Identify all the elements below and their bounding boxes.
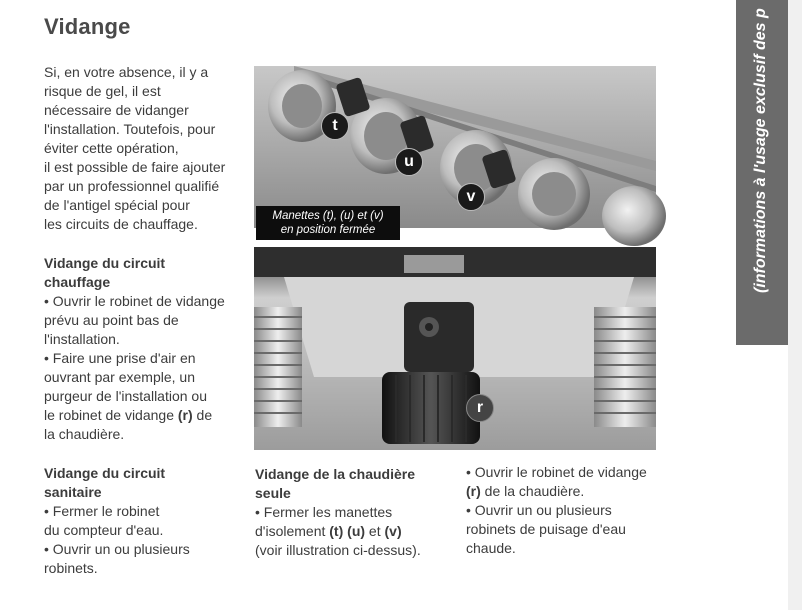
intro-paragraph (44, 63, 225, 234)
section-line: • Fermer le robinet (44, 503, 160, 519)
photo-caption (256, 206, 400, 240)
valves-illustration (254, 66, 656, 228)
drain-valve-photo (254, 247, 656, 450)
intro-line: les circuits de chauffage. (44, 216, 198, 232)
text-fragment: et (365, 523, 385, 539)
section-line (466, 482, 647, 501)
boiler-drain-section (255, 465, 421, 560)
page-edge (788, 0, 802, 610)
caption-line: en position fermée (280, 224, 376, 236)
sidebar-text: (informations à l'usage exclusif des p (752, 8, 769, 293)
marker-u: u (395, 148, 423, 176)
section-heading: Vidange du circuit (44, 465, 166, 481)
sanitary-drain-section (44, 464, 190, 578)
intro-line: nécessaire de vidanger (44, 102, 189, 118)
section-line: • Faire une prise d'air en (44, 350, 196, 366)
intro-line: par un professionnel qualifié (44, 178, 220, 194)
section-heading: chauffage (44, 274, 111, 290)
section-line: • Ouvrir le robinet de vidange (44, 293, 225, 309)
boiler-drain-steps (466, 463, 647, 558)
section-line: • Ouvrir un ou plusieurs (466, 502, 612, 518)
section-line: • Ouvrir un ou plusieurs (44, 541, 190, 557)
section-heading: seule (255, 485, 291, 501)
marker-r: r (466, 394, 494, 422)
section-heading: Vidange du circuit (44, 255, 166, 271)
section-line: purgeur de l'installation ou (44, 388, 208, 404)
page-title: Vidange (44, 14, 131, 39)
section-line: chaude. (466, 540, 516, 556)
ref-u: (u) (347, 523, 366, 539)
section-line (44, 406, 225, 425)
section-line: robinets. (44, 560, 98, 576)
section-line: robinets de puisage d'eau (466, 521, 626, 537)
section-heading: sanitaire (44, 484, 102, 500)
text-fragment: le robinet de vidange (44, 407, 178, 423)
intro-line: éviter cette opération, (44, 140, 179, 156)
text-fragment: d'isolement (255, 523, 330, 539)
text-fragment: de (192, 407, 213, 423)
ref-t: (t) (329, 523, 344, 539)
intro-line: l'installation. Toutefois, pour (44, 121, 216, 137)
section-heading: Vidange de la chaudière (255, 466, 416, 482)
section-line: l'installation. (44, 331, 120, 347)
valves-photo (254, 66, 656, 236)
caption-line: Manettes (t), (u) et (v) (272, 210, 384, 222)
intro-line: de l'antigel spécial pour (44, 197, 190, 213)
section-line: ouvrant par exemple, un (44, 369, 195, 385)
section-line: la chaudière. (44, 426, 125, 442)
section-line: du compteur d'eau. (44, 522, 164, 538)
section-line: (voir illustration ci-dessus). (255, 542, 421, 558)
ref-r: (r) (466, 483, 481, 499)
marker-t: t (321, 112, 349, 140)
drain-valve-illustration (254, 247, 656, 450)
ref-r: (r) (177, 407, 193, 423)
ref-v: (v) (384, 523, 402, 539)
marker-v: v (457, 183, 485, 211)
intro-line: il est possible de faire ajouter (44, 159, 226, 175)
section-line: • Fermer les manettes (255, 504, 393, 520)
section-line: • Ouvrir le robinet de vidange (466, 464, 647, 480)
section-line: prévu au point bas de (44, 312, 179, 328)
text-fragment: de la chaudière. (480, 483, 585, 499)
intro-line: Si, en votre absence, il y a (44, 64, 209, 80)
heating-drain-section (44, 254, 225, 444)
section-line (255, 522, 421, 541)
intro-line: risque de gel, il est (44, 83, 161, 99)
